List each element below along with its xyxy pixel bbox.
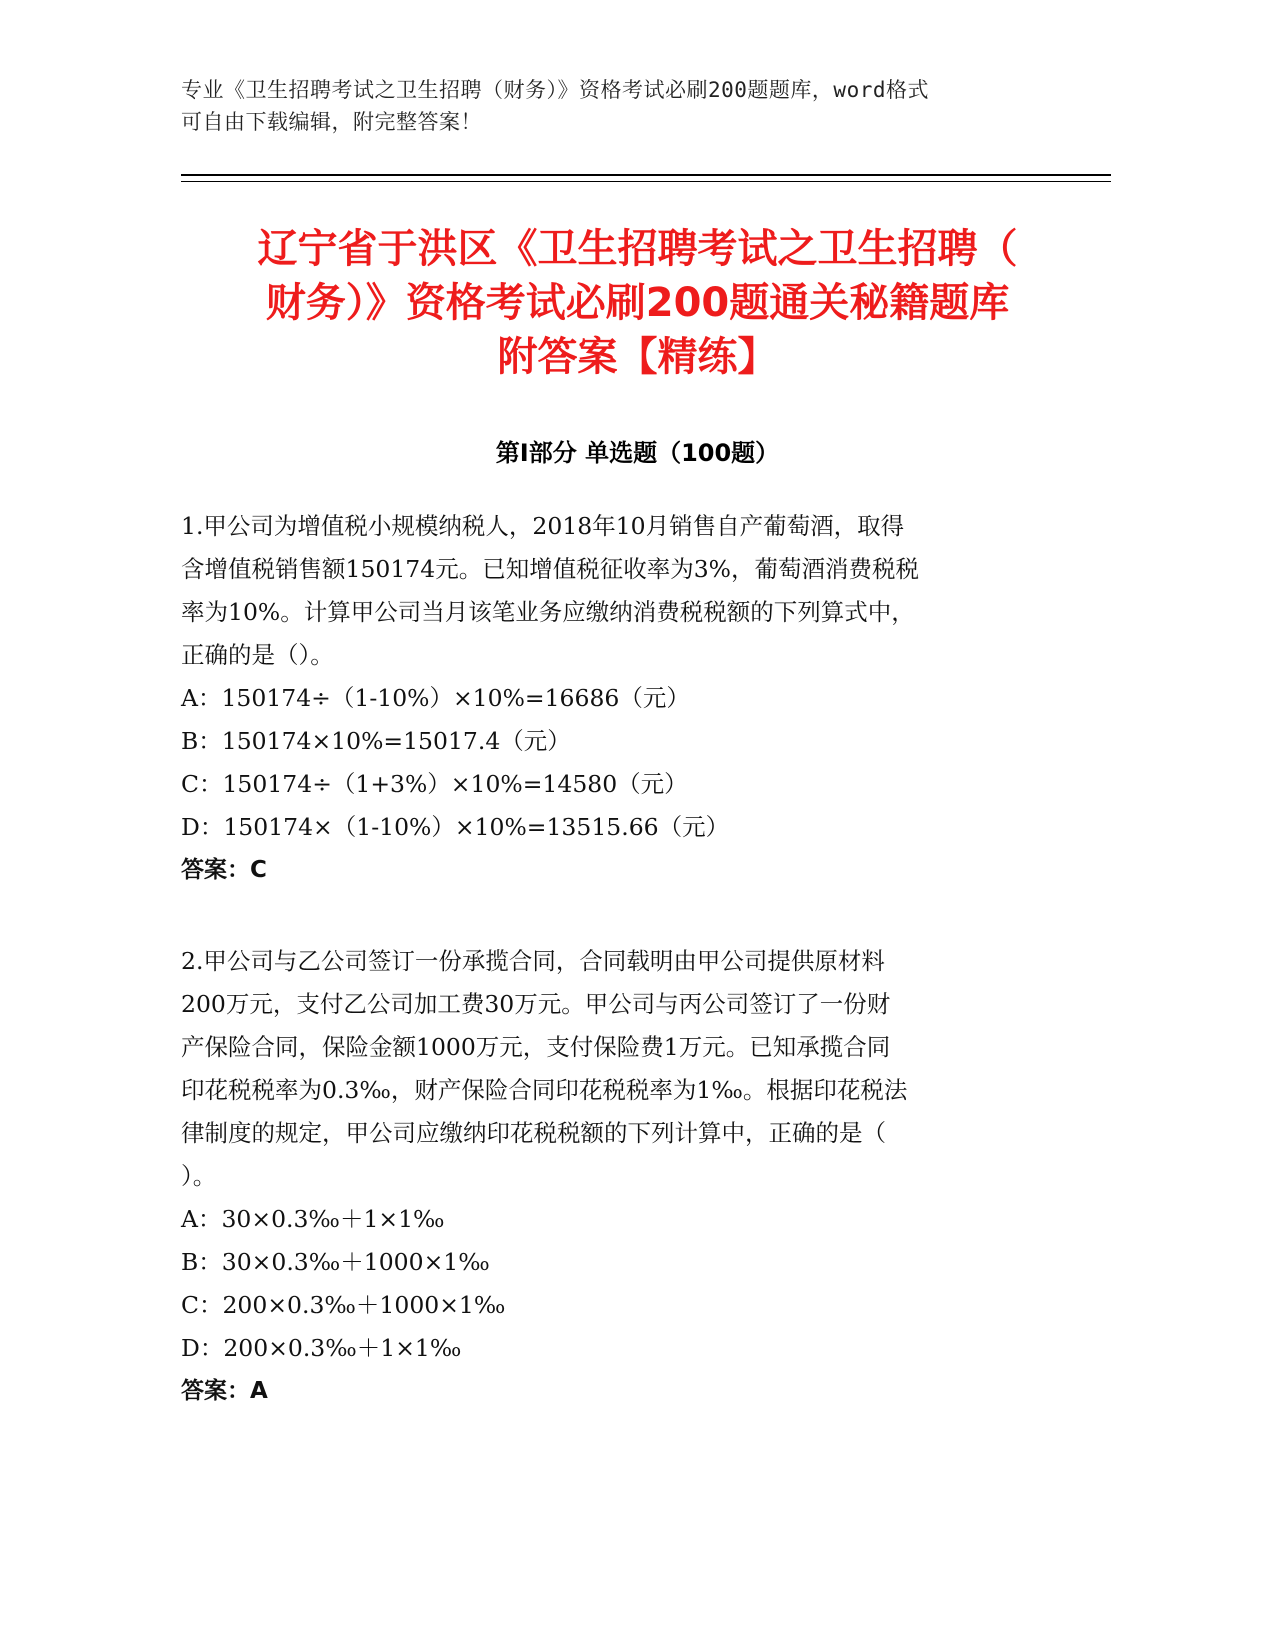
header-divider-thick	[181, 174, 1111, 176]
answer-label: 答案：C	[181, 857, 267, 883]
option-d: D：200×0.3‰＋1×1‰	[181, 1334, 462, 1362]
option-b: B：150174×10%=15017.4（元）	[181, 727, 571, 755]
header-note-line: 可自由下载编辑，附完整答案！	[181, 110, 482, 134]
question-stem-line: 率为10%。计算甲公司当月该笔业务应缴纳消费税税额的下列算式中，	[181, 598, 915, 626]
question-stem-line: 正确的是（）。	[181, 641, 334, 669]
question-stem-line: ）。	[181, 1162, 217, 1190]
option-c: C：150174÷（1+3%）×10%=14580（元）	[181, 770, 688, 798]
header-note-line: 专业《卫生招聘考试之卫生招聘（财务）》资格考试必刷200题题库，word格式	[181, 78, 929, 102]
question-2	[181, 940, 1061, 1413]
question-1	[181, 505, 1061, 892]
question-stem-line: 印花税税率为0.3‰，财产保险合同印花税税率为1‰。根据印花税法	[181, 1076, 908, 1104]
option-b: B：30×0.3‰＋1000×1‰	[181, 1248, 490, 1276]
option-a: A：150174÷（1-10%）×10%=16686（元）	[181, 684, 690, 712]
section-title: 第Ⅰ部分 单选题（100题）	[495, 439, 780, 467]
option-c: C：200×0.3‰＋1000×1‰	[181, 1291, 506, 1319]
option-d: D：150174×（1-10%）×10%=13515.66（元）	[181, 813, 730, 841]
question-stem-line: 律制度的规定，甲公司应缴纳印花税税额的下列计算中，正确的是（	[181, 1119, 886, 1147]
header-divider-thin	[181, 181, 1111, 182]
document-title	[140, 222, 1135, 384]
title-line: 财务）》资格考试必刷200题通关秘籍题库	[265, 280, 1010, 326]
question-stem-line: 含增值税销售额150174元。已知增值税征收率为3%，葡萄酒消费税税	[181, 555, 919, 583]
question-stem-line: 1.甲公司为增值税小规模纳税人，2018年10月销售自产葡萄酒，取得	[181, 512, 905, 540]
option-a: A：30×0.3‰＋1×1‰	[181, 1205, 445, 1233]
question-stem-line: 200万元，支付乙公司加工费30万元。甲公司与丙公司签订了一份财	[181, 990, 891, 1018]
title-line: 附答案【精练】	[497, 334, 778, 380]
answer-label: 答案：A	[181, 1378, 268, 1404]
title-line: 辽宁省于洪区《卫生招聘考试之卫生招聘（	[257, 226, 1018, 272]
question-stem-line: 产保险合同，保险金额1000万元，支付保险费1万元。已知承揽合同	[181, 1033, 891, 1061]
header-note	[181, 74, 1031, 138]
question-stem-line: 2.甲公司与乙公司签订一份承揽合同，合同载明由甲公司提供原材料	[181, 947, 885, 975]
